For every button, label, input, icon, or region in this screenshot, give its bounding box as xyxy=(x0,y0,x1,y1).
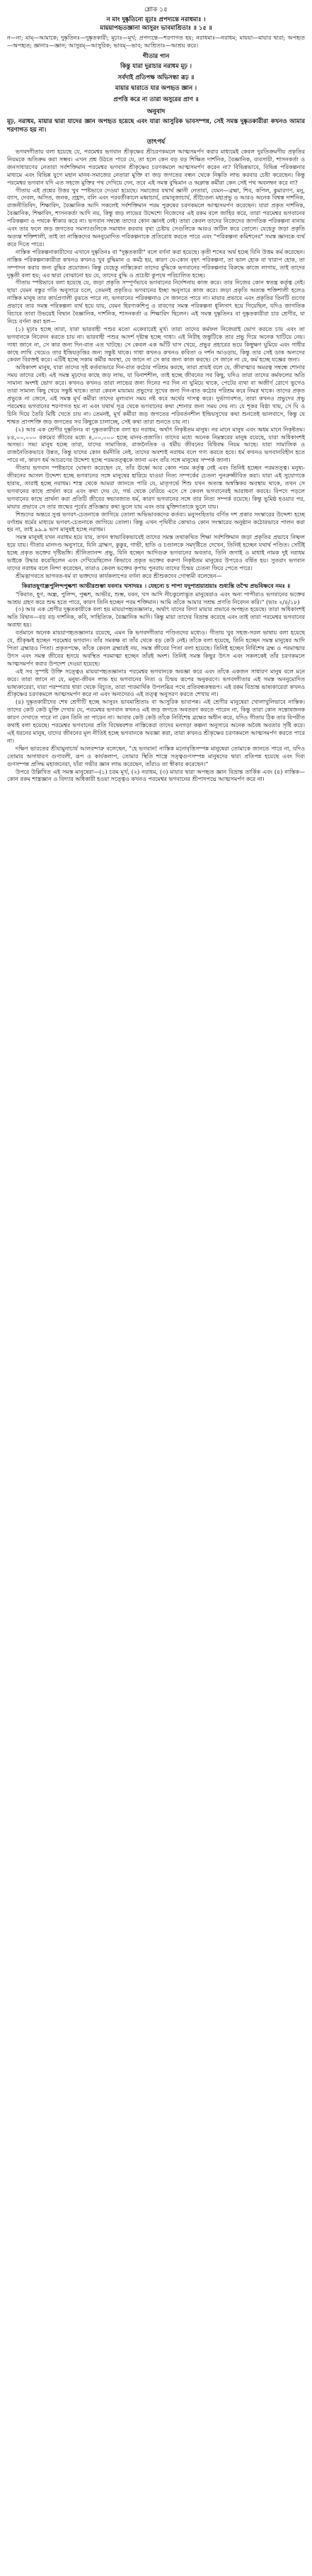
purport-paragraph: সমস্ত মানুষই যখন নরাধম হয়ে যায়, তখন স্বাভাবিকভাবেই তাদের সমস্ত তথাকথিত শিক্ষা সর্বশক্তিমান জড়া প্রকৃতির প্রভাবে নিষ্ফল হয়ে যায়। গীতার মানদণ্ড অনুসারে, যিনি ব্রাহ্মণ, কুকুর, গাভী, হাতি ও চণ্ডালকে সমদৃষ্টিতে দেখেন, তিনিই হচ্ছেন যথার্থ পণ্ডিত। সেটিই হচ্ছে প্রকৃত ভক্তের দৃষ্টিভঙ্গি। শ্রীনিত্যানন্দ প্রভু, যিনি হচ্ছেন আদিগুরু ভগবানের অবতার, তিনি জগাই ও মাধাই নামক দুই নরাধম ভাইকে উদ্ধার করেছিলেন এবং দেখিয়েছিলেন কিভাবে প্রকৃত ভক্তের করুণা নিকৃষ্টতম মানুষের উপরেও বর্ষিত হয়। সুতরাং ভগবান যাদের নরাধম বলে নিন্দা করেছেন, তারাও কেবল ভক্তের কৃপায় পুনরায় তাদের চিন্ময় চেতনা ফিরে পেতে পারে। xyxy=(7,534,305,572)
purport-paragraph: গীতায় এই প্রশ্নের উত্তর খুব স্পষ্টভাবে দেওয়া হয়েছে। সমাজের যথার্থ জ্ঞানী নেতারা, যেমন—ব্রহ্মা, শিব, কপিল, কুমারগণ, মনু, ব্যাস, দেবল, অসিত, জনক, প্রহ্লাদ, বলি এবং পরবর্তীকালে মধ্বাচার্য, রামানুজাচার্য, শ্রীচৈতন্য মহাপ্রভু ও আরও অনেক বিশ্বস্ত দার্শনিক, রাজনীতিবিদ, শিক্ষাবিদ, বৈজ্ঞানিক আদি সকলেই সর্বশক্তিমান পরম পুরুষের চরণকমলে আত্মসমর্পণ করেছেন। যারা প্রকৃত দার্শনিক, বৈজ্ঞানিক, শিক্ষাবিদ, শাসনকর্তা আদি নয়, কিন্তু জড় লাভের উদ্দেশ্যে নিজেদের এই রকম বলে জাহির করে, তারা পরমেশ্বর ভগবানের পরিকল্পনা ও পথকে স্বীকার করে না। ভগবান সম্বন্ধে তাদের কোন জ্ঞানই নেই। তারা কেবল তাদের নিজেদের জাগতিক পরিকল্পনা বানায় এবং তার ফলে জড় জগতের সমস্যাগুলিকে সমাধান করবার বৃথা চেষ্টায় সেগুলিকে আরও জটিল করে তোলে। যেহেতু জড়া প্রকৃতি অত্যন্ত শক্তিশালী, তাই তা নাস্তিকদের অননুমোদিত পরিকল্পনাকে প্রতিরোধ করতে পারে এবং "পরিকল্পনা কমিশনের" সমস্ত জ্ঞানকে ব্যর্থ করে দিতে পারে। xyxy=(7,187,305,248)
purport-paragraph: "কিরাত, হূণ, অন্ধ্র, পুলিন্দ, পুল্কশ, আভীর, শুম্ভ, যবন, খস আদি নীচকুলোদ্ভূত মানুষেরাও এবং অন্য পাপীরাও ভগবানের ভক্তের আশ্রয় গ্রহণ করে শুদ্ধ হতে পারে, কারণ তিনি হচ্ছেন পরম শক্তিমান। আমি তাঁকে আমার সশ্রদ্ধ প্রণতি নিবেদন করি।" (ভাঃ ২/৪/১৮) xyxy=(7,591,305,605)
song-line: মায়ার দ্বারাতে যার অপহৃত জ্ঞান । xyxy=(115,85,197,92)
translation-text: মূঢ়, নরাধম, মায়ার দ্বারা যাদের জ্ঞান অপহৃত হয়েছে এবং যারা আসুরিক ভাবসম্পন্ন, সেই সমস্ত দুষ্কৃতকারীরা কখনও আমার শরণাগত হয় না। xyxy=(7,118,305,134)
song-line: প্রপত্তি করে না তারা অসুরের প্রাণ ॥ xyxy=(113,95,199,103)
purport-paragraph: এই সব সুস্পষ্ট উক্তি সত্ত্বেও মায়য়াপহৃতজ্ঞানাঃ পরমেশ্বর ভগবানকে অবজ্ঞা করে এবং তাঁকে একজন সাধারণ মানুষ বলে মনে করে। তারা জানে না যে, মনুষ্য-জীবন লাভ হয় ভগবানের নিত্য ও চিন্ময় রূপের অনুকরণে। ভগবদ্গীতার এই সমস্ত অননুমোদিত ভাষ্যকারেরা, যারা পরম্পরার ধারা থেকে বিচ্যুত, তারা পারমার্থিক উপলব্ধির পথে প্রতিবন্ধকস্বরূপ। এই রকম বিভ্রান্ত ভাষ্যকারেরা কখনও শ্রীকৃষ্ণের চরণকমলে আত্মসমর্পণ করে না এবং অন্যদেরও এই তত্ত্ব অনুসরণ করতে শেখায় না। xyxy=(7,668,305,698)
song-line: সর্বদাই প্রতিপক্ষ অভিসন্ধা রূঢ় ॥ xyxy=(117,74,195,81)
purport-paragraph: বর্তমানে অনেক মায়য়াপহৃতজ্ঞানাঃ রয়েছে, এমন কি ভগবদ্গীতার পণ্ডিতদের মধ্যেও। গীতায় খুব সহজ-সরল ভাষায় বলা হয়েছে যে, শ্রীকৃষ্ণই হচ্ছেন পরমেশ্বর ভগবান। তাঁর সমকক্ষ বা তাঁর থেকে বড় কেউ নেই। তাঁকে বলা হয়েছে, তিনি হচ্ছেন সমস্ত মানুষের আদি পিতা ব্রহ্মারও পিতা। প্রকৃতপক্ষে, তাঁকে কেবল ব্রহ্মারই নয়, সমস্ত জীবের পিতা বলা হয়েছে। তিনিই হচ্ছেন নির্বিশেষ ব্রহ্ম ও পরমাত্মার উৎস এবং সমস্ত জীবের হৃদয়ে অবস্থিত পরমাত্মা হচ্ছেন তাঁরই অংশ। তিনিই সমস্ত কিছুর উৎস এবং সকলকেই তাঁর চরণকমলে আত্মসমর্পণ করার উপদেশ দেওয়া হয়েছে। xyxy=(7,630,305,667)
purport-paragraph: অধিকাংশ মানুষ, যারা তাদের সৃষ্ট কর্তব্যভারে দিন-রাত কঠোর পরিশ্রম করছে, তারা প্রায়ই বলে যে, জীবাত্মার অমরত্ব সম্বন্ধে শোনার সময় তাদের নেই। এই সমস্ত মূঢ়দের কাছে জড় লাভ, যা বিনাশশীল, তাই হচ্ছে জীবনের সব কিছু, যদিও তারা তাদের কর্মফলের অতি সামান্য অংশই ভোগ করে। কখনও কখনও তারা লাভের জন্য দিনের পর দিন না ঘুমিয়ে থাকে, পেটের ব্যথা বা অজীর্ণ রোগে ভুগেও তারা সামান্য কিছু খেয়ে সন্তুষ্ট থাকে। তারা কেবল মায়াময় প্রভুদের সুখের জন্য দিন-রাত কঠোর পরিশ্রম করে নিমগ্ন থাকে। তাদের প্রকৃত প্রভুকে না জেনে, এই সমস্ত মূর্খ কর্মীরা তাদের মূল্যবান সময় নষ্ট করে অর্থের দাসত্ব করে। দুর্ভাগ্যবশত, তারা কখনও প্রভুদের প্রভু পরমেশ্বর ভগবানের শরণাগত হয় না এবং যথার্থ সূত্র থেকে ভগবানের কথা শোনার জন্য সময় দেয় না। যে শূকর বিষ্ঠা খায়, সে ঘি ও চিনি দিয়ে তৈরি মিষ্টি খেতে চায় না। তেমনই, মূর্খ কর্মীরা জড় জগতের পরিবর্তনশীল ইন্দ্রিয়সুখের কথা শুনতেই ভালবাসে, কিন্তু যে শাশ্বত প্রাণশক্তি জড় জগতের সব কিছুকে চালাচ্ছে, সেই কথা তারা শুনতে চায় না। xyxy=(7,364,305,425)
purport-paragraph: গীতায় স্পষ্টভাবে বলা হয়েছে যে, জড়া প্রকৃতি সম্পূর্ণভাবে ভগবানের নির্দেশনায় কাজ করে। তার নিজের কোন স্বতন্ত্র কর্তৃত্ব নেই। ছায়া যেমন বস্তুর গতি অনুসারে চলে, তেমনই প্রকৃতিও ভগবানের ইচ্ছা অনুসারে কাজ করে। জড়া প্রকৃতি অত্যন্ত শক্তিশালী হলেও নাস্তিক মানুষ তার কার্যপ্রণালী বুঝতে পারে না, ভগবানের পরিকল্পনাও সে জানতে পারে না। মায়ার প্রভাবে এবং প্রকৃতির তিনটি গুণের প্রভাবে তার সমস্ত পরিকল্পনা ব্যর্থ হয়ে যায়, যেমন হিরণ্যকশিপু ও রাবণের সমস্ত পরিকল্পনা ধূলিসাৎ হয়ে গিয়েছিল, যদিও জাগতিক বিচারে তারা উভয়েই বিদ্বান বৈজ্ঞানিক, দার্শনিক, শাসনকর্তা ও শিক্ষাবিদ ছিলেন। এই সমস্ত দুষ্কৃতিনঃ বা দুষ্কৃতকারীরা চার শ্রেণীর, যা নিচে বর্ণনা করা হল— xyxy=(7,279,305,325)
purport-paragraph: দক্ষিণ ভারতের শ্রীযামুনাচার্য আলবন্দারু বলেছেন, "হে ভগবান! নাস্তিক মনোবৃত্তিসম্পন্ন মানুষেরা তোমাকে জানতে পারে না, যদিও তোমার অসাধারণ গুণাবলী, রূপ ও কার্যকলাপ, তোমার স্থিতি শাস্ত্রে সত্ত্বগুণসম্পন্ন মানুষদের দ্বারা প্রতিপন্ন হয়েছে এবং দিব্য গুণসম্পন্ন প্রসিদ্ধ মহাজনেরা, যাঁরা গভীর জ্ঞান লাভ করেছেন, তাঁরাও তা স্বীকার করেছেন।" xyxy=(7,745,305,767)
verse-number: শ্লোক ১৫ xyxy=(144,6,168,13)
song-section xyxy=(7,52,305,104)
purport-paragraph: শিশুদের অন্তরে সুপ্ত ভগবৎ-চেতনাকে জাগিয়ে তোলা অভিভাবকদের কর্তব্য। মনুসংহিতায় বর্ণিত দশ প্রকার সংস্কারের উদ্দেশ্য হচ্ছে বর্ণাশ্রম ধর্মের মাধ্যমে ভগবৎ-চেতনাকে জাগিয়ে তোলা। কিন্তু এখন পৃথিবীর কোথাও কোন সংস্কারের অনুষ্ঠান কঠোরভাবে পালন করা হয় না, তাই ৯৯.৯ ভাগ মানুষই হচ্ছে নরাধম। xyxy=(7,511,305,533)
purport-heading: তাৎপর্য xyxy=(146,139,166,146)
purport-paragraph: ভগবদ্গীতায় বলা হয়েছে যে, পরমেশ্বর ভগবান শ্রীকৃষ্ণের শ্রীচরণকমলে আত্মসমর্পণ করার মাধ্যমেই কেবল দুরতিক্রমণীয় প্রকৃতির নিয়মকে অতিক্রম করা সম্ভব। এখন প্রশ্ন উঠতে পারে যে, তা হলে কেন বড় বড় শিক্ষিত দার্শনিক, বৈজ্ঞানিক, ব্যবসায়ী, শাসনকর্তা ও জনসাধারণের নেতারা সর্বশক্তিমান পরমেশ্বর ভগবান শ্রীকৃষ্ণের চরণকমলে আত্মসমর্পণ করেন না? বিভিন্নভাবে, বিভিন্ন পরিকল্পনার মাধ্যমে এবং বিভিন্ন যুগে মহান মানব-সমাজের নেতারা মুক্তি বা জড় জগতের বন্ধন থেকে নিষ্কৃতি লাভ করবার চেষ্টা করেছেন। কিন্তু পরমেশ্বর ভগবান যদি এত সহজে মুক্তির পথ দেখিয়ে দেন, তবে এই সমস্ত বুদ্ধিমান ও অক্লান্ত কর্মীরা কেন সেই পথ অবলম্বন করে না? xyxy=(7,149,305,186)
purport-paragraph: (২) আর এক শ্রেণীর দুষ্কৃতিনঃ বা দুষ্কৃতকারীকে বলা হয় নরাধম, অর্থাৎ নিকৃষ্টতম মানুষ। নর মানে মানুষ এবং অধম মানে নিকৃষ্টতম। ৮৪,০০,০০০ রকমের জীবের মধ্যে ৪,০০,০০০ হচ্ছে মানব-প্রজাতি। তাদের মধ্যে অনেক নিম্নস্তরের মানুষ রয়েছে, যারা অধিকাংশই অসভ্য। সভ্য মানুষ হচ্ছে তারা, যাদের সামাজিক, রাজনৈতিক ও ধর্মীয় জীবনের বিধিবদ্ধ নিয়ম আছে। যারা সামাজিক ও রাজনৈতিকভাবে উন্নত, কিন্তু যাদের কোন ধর্মনীতি নেই, তাদের অবশ্যই নরাধম বলে গণ্য করতে হবে। ধর্ম কখনও ভগবানবিহীন হতে পারে না, কারণ ধর্ম আচরণের উদ্দেশ্য হচ্ছে পরমতত্ত্বকে জানা এবং তাঁর সঙ্গে মানুষের সম্পর্ক জানা। xyxy=(7,426,305,464)
song-title: গীতার গান xyxy=(142,53,170,60)
purport-paragraph: (১) মূঢ়াঃ হচ্ছে তারা, যারা ভারবাহী পশুর মতো একেবারেই মূর্খ। তারা তাদের কর্মফল নিজেরাই ভোগ করতে চায় এবং তা ভগবানকে নিবেদন করতে চায় না। ভারবাহী পশুর আদর্শ দৃষ্টান্ত হচ্ছে গাধা। এই নিরীহ জন্তুটিকে তার প্রভু দিয়ে অনেক খাটিয়ে নেয়। গাধা জানে না, সে কার জন্য দিন-রাত এত খাটছে। সে কেবল এক আঁটি ঘাস খেয়ে, প্রভুর প্রহারের ভয়ে কিছুক্ষণ ঘুমিয়ে এবং গাধীর কাছে লাথি খেয়েও তার ইন্দ্রিয়তৃপ্তির জন্য সন্তুষ্ট থাকে। গাধা কখনও কখনও কবিতা ও দর্শন আওড়ায়, কিন্তু তার সেই ডাক অন্যদের কেবল বিরক্তই করে। এটিই হচ্ছে সকাম কর্মীর অবস্থা, যে জানে না সে কার জন্য কাজ করছে। সে জানে না যে, কর্ম হচ্ছে যজ্ঞের জন্য। xyxy=(7,325,305,364)
purport-paragraph: গীতায় ভগবান স্পষ্টভাবে ঘোষণা করেছেন যে, তাঁর ঊর্ধ্বে আর কোন পরম কর্তৃত্ব নেই এবং তিনিই হচ্ছেন পরমতত্ত্ব। মনুষ্য-জীবনের আসল উদ্দেশ্য হচ্ছে ভগবানের সঙ্গে মানুষের হারিয়ে যাওয়া নিত্য সম্পর্কের চেতনা পুনরুজ্জীবিত করা। যারা এই সুযোগকে হারায়, তারাই হচ্ছে নরাধম। শাস্ত্র থেকে আমরা জানতে পারি যে, মাতৃগর্ভে শিশু যখন অত্যন্ত অস্বস্তিকর অবস্থায় থাকে, তখন সে ভগবানের কাছে প্রার্থনা করে এবং কথা দেয় যে, গর্ভ থেকে বেরিয়ে এসে সে কেবল ভগবানেরই আরাধনা করবে। বিপদে পড়লে ভগবানের কাছে প্রার্থনা করা প্রতিটি জীবের স্বভাবজাত ধর্ম, কারণ ভগবানের সঙ্গে তার নিত্য সম্পর্ক রয়েছে। কিন্তু ভূমিষ্ঠ হওয়ার পর, মায়ার প্রভাবে সে তার জন্মের পূর্বের প্রতিজ্ঞার কথা ভুলে যায় এবং তার মুক্তিদাতাকে ভুলে যায়। xyxy=(7,465,305,510)
translation-heading: অনুবাদ xyxy=(146,108,166,115)
purport-paragraph: উপরে উল্লিখিত এই সমস্ত মানুষেরা—(১) চরম মূর্খ, (২) নরাধম, (৩) মায়ার দ্বারা অপহৃত জ্ঞান বিভ্রান্ত তার্কিক এবং (৪) নাস্তিক—কোন রকম শাস্ত্রজ্ঞান ও বিদ্যার অধিকারী হওয়া সত্ত্বেও কখনও পরমেশ্বর ভগবানের শ্রীপাদপদ্মে আত্মসমর্পণ করে না। xyxy=(7,768,305,783)
purport-paragraph: নাস্তিক পরিকল্পনাকারীদের এখানে দুষ্কৃতিনঃ বা "দুষ্কৃতকারী" বলে বর্ণনা করা হয়েছে। কৃতী শব্দের অর্থ হচ্ছে যিনি উত্তম কর্ম করেছেন। নাস্তিক পরিকল্পনাকারীরা কখনও কখনও খুব বুদ্ধিমান ও কর্মঠ হয়, কারণ যে-কোন বৃহৎ পরিকল্পনা, তা ভাল হোক বা খারাপ হোক, তা সম্পাদন করার জন্য বুদ্ধির প্রয়োজন। কিন্তু যেহেতু নাস্তিকেরা তাদের বুদ্ধিকে ভগবানের পরিকল্পনার বিরুদ্ধে কাজে লাগায়, তাই তাদের দুষ্কৃতী বলা হয়; এর দ্বারা বোঝানো হয় যে, তাদের বুদ্ধি ও প্রচেষ্টা কুপথে পরিচালিত হচ্ছে। xyxy=(7,248,305,279)
purport-paragraph: (৪) দুষ্কৃতকারীদের শেষ শ্রেণীটি হচ্ছে আসুরং ভাবমাশ্রিতাঃ বা আসুরিক ভাবাপন্ন। এই শ্রেণীর মানুষেরা খোলাখুলিভাবে নাস্তিক। তাদের কেউ কেউ যুক্তি দেখায় যে, পরমেশ্বর ভগবান কখনও এই জড় জগতে অবতরণ করতে পারেন না, কিন্তু তারা কোন সন্তোষজনক কারণ দেখাতে পারে না কেন তিনি তা পারেন না। আবার কেউ কেউ তাঁকে নির্বিশেষ ব্রহ্মের অধীন করে, যদিও গীতায় ঠিক তার বিপরীত কথাই বলা হয়েছে। পরমেশ্বর ভগবানের প্রতি বিদ্বেষবশত নাস্তিকেরা তাদের মনগড়া কল্পনা অনুসারে অনেক অবৈধ অবতার সৃষ্টি করে। এই ধরনের মানুষ, যাদের জীবনের মূল নীতিই হচ্ছে ভগবানকে অবজ্ঞা করা, তারা কখনও শ্রীকৃষ্ণের চরণকমলে আত্মসমর্পণ করতে পারে না। xyxy=(7,699,305,744)
purport-paragraph: (৩) আর এক শ্রেণীর দুষ্কৃতকারীকে বলা হয় মায়য়াপহৃতজ্ঞানাঃ, অর্থাৎ যাদের বিদ্যা মায়ার প্রভাবে অপহৃত হয়েছে। তারা অধিকাংশই অতি বিদ্বান—বড় বড় দার্শনিক, কবি, সাহিত্যিক, বৈজ্ঞানিক আদি। কিন্তু মায়া তাদের বিভ্রান্ত করেছে এবং তাই তারা পরমেশ্বর ভগবানের অবাধ্য হয়। xyxy=(7,606,305,629)
sanskrit-verse xyxy=(7,16,305,33)
quoted-sanskrit-verse: কিরাতহূণান্ধ্রপুলিন্দপুল্কশা আভীরশুম্ভা যবনাঃ খসাদয়ঃ । যেহন্যে চ পাপা যদুপাশ্রয়াশ্রয়াঃ শুধ্যন্তি তস্মৈ প্রভবিষ্ণবে নমঃ ॥ xyxy=(21,581,291,589)
song-line: কিন্তু যারা দুরাচার নরাধম মূঢ় । xyxy=(120,63,192,70)
purport-paragraph: শ্রীমদ্ভাগবতে ভাগবত-ধর্ম বা ভক্তদের কার্যকলাপের বর্ণনা করে শ্রীশুকদেব গোস্বামী বলেছেন— xyxy=(16,572,222,579)
purport-body xyxy=(7,149,305,784)
word-for-word-synonyms: ন—না; মাম্—আমাকে; দুষ্কৃতিনঃ—দুষ্কৃতকারী; মূঢ়াঃ—মূর্খ; প্রপদ্যন্তে—শরণাগত হয়; নরাধমাঃ—নরাধম; মায়য়া—মায়ার দ্বারা; অপহৃত—অপহৃত; জ্ঞানাঃ—জ্ঞান; আসুরম্—আসুরিক; ভাবম্—ভাব; আশ্রিতাঃ—আশ্রয় করে। xyxy=(7,35,305,49)
verse-line: মায়য়াপহৃতজ্ঞানা আসুরং ভাবমাশ্রিতাঃ ॥ ১৫ ॥ xyxy=(100,25,212,32)
verse-line: ন মাং দুষ্কৃতিনো মূঢ়াঃ প্রপদ্যন্তে নরাধমাঃ । xyxy=(106,16,206,23)
